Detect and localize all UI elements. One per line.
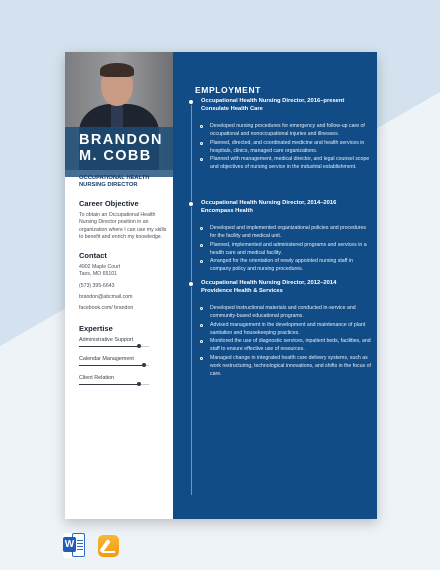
skill-bar xyxy=(79,384,149,385)
contact-heading: Contact xyxy=(79,251,107,260)
skill-bar xyxy=(79,346,149,347)
address xyxy=(79,264,167,279)
contact-section xyxy=(79,251,167,316)
expertise-heading: Expertise xyxy=(79,324,113,333)
facebook: facebook.com/ brandon xyxy=(79,305,134,312)
career-objective-heading: Career Objective xyxy=(79,199,139,208)
bullet-item: Developed and implemented organizational policies and procedures for the facility and medical unit. xyxy=(200,225,373,241)
last-name: M. COBB xyxy=(79,148,152,164)
job-title: Occupational Health Nursing Director, 2014–2016 xyxy=(201,200,337,206)
address-line-2: Taos, MO 65101 xyxy=(79,271,118,278)
bullet-circle-icon xyxy=(200,307,203,310)
bullet-circle-icon xyxy=(200,260,203,263)
skill-item xyxy=(79,337,167,347)
bullet-circle-icon xyxy=(200,324,203,327)
bullet-item: Developed nursing procedures for emergency and follow-up care of occupational and nonoccupational injuries and illnesses. xyxy=(200,123,373,139)
bullet-circle-icon xyxy=(200,357,203,360)
left-column xyxy=(65,52,173,519)
job-title: Occupational Health Nursing Director, 2012–2014 xyxy=(201,280,337,286)
employment-column xyxy=(173,52,377,519)
skill-knob xyxy=(137,382,141,386)
job-bullets xyxy=(200,225,373,274)
bullet-item: Developed instructional materials and conducted in-service and community-based educational programs. xyxy=(200,305,373,321)
bullet-item: Monitored the use of diagnostic services, inpatient beds, facilities, and staff to ensure effective use of resources. xyxy=(200,338,373,354)
bullet-item: Planned with management, medical director, and legal counsel scope and objectives of nursing service in the industrial establishment. xyxy=(200,156,373,172)
skill-knob xyxy=(142,363,146,367)
expertise-section xyxy=(79,324,167,394)
email: brandon@abcmail.com xyxy=(79,293,133,300)
job-company: Consulate Health Care xyxy=(201,105,263,112)
bullet-item: Planned, implemented and administered programs and services in a health care and medical facility. xyxy=(200,242,373,258)
career-objective-text: To obtain an Occupational Health Nursing Director position in an organization where I can use my skills to benefit and enrich my knowledge. xyxy=(79,212,167,240)
timeline-dot xyxy=(188,201,194,207)
bullet-circle-icon xyxy=(200,340,203,343)
bullet-circle-icon xyxy=(200,244,203,247)
job-entry xyxy=(187,98,373,173)
phone: (573) 395-6643 xyxy=(79,282,115,289)
pages-file-icon[interactable] xyxy=(98,535,119,557)
job-role: OCCUPATIONAL HEALTH NURSING DIRECTOR xyxy=(79,175,150,188)
timeline-dot xyxy=(188,99,194,105)
address-line-1: 4902 Maple Court xyxy=(79,264,121,270)
job-company: Encompass Health xyxy=(201,207,253,214)
bullet-circle-icon xyxy=(200,158,203,161)
employment-heading: EMPLOYMENT xyxy=(195,85,261,95)
timeline-dot xyxy=(188,281,194,287)
job-bullets xyxy=(200,305,373,378)
skill-label: Administrative Support xyxy=(79,337,134,343)
bullet-item: Advised management in the development and maintenance of plant sanitation and housekeeping practices. xyxy=(200,322,373,338)
job-entry xyxy=(187,200,373,275)
resume-document xyxy=(65,52,377,519)
skill-bar xyxy=(79,365,149,366)
skill-item xyxy=(79,356,167,366)
bullet-circle-icon xyxy=(200,125,203,128)
bullet-item: Managed change in integrated health care delivery systems, such as work restructuring, technological innovations, and shifts in the focus of care. xyxy=(200,355,373,378)
job-company: Providence Health & Services xyxy=(201,287,283,294)
job-title: Occupational Health Nursing Director, 2016–present xyxy=(201,98,345,104)
career-objective-section xyxy=(79,199,167,241)
first-name: BRANDON xyxy=(79,132,163,148)
name-banner xyxy=(65,127,173,177)
skill-item xyxy=(79,375,167,385)
bullet-circle-icon xyxy=(200,227,203,230)
bullet-circle-icon xyxy=(200,142,203,145)
job-bullets xyxy=(200,123,373,172)
skill-label: Client Relation xyxy=(79,375,115,381)
job-entry xyxy=(187,280,373,379)
skill-label: Calendar Management xyxy=(79,356,134,362)
bullet-item: Arranged for the orientation of newly appointed nursing staff in company policy and nursing procedures. xyxy=(200,258,373,274)
word-file-icon[interactable]: W xyxy=(63,533,85,558)
skill-knob xyxy=(137,344,141,348)
bullet-item: Planned, directed, and coordinated medicine and health services in hospitals, clinics, managed care organizations. xyxy=(200,140,373,156)
